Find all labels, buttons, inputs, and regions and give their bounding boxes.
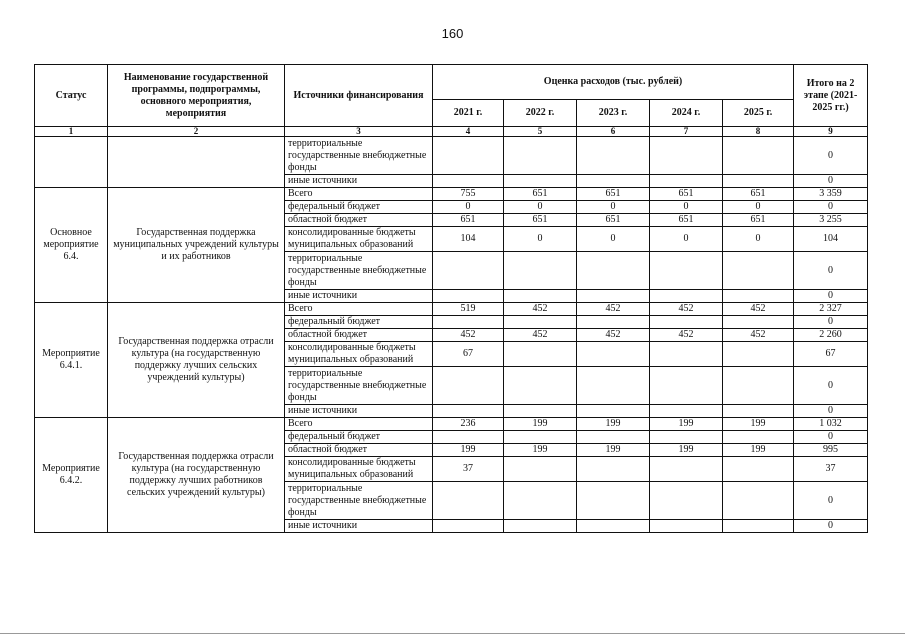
value-cell: 651 <box>577 214 650 227</box>
value-cell: 37 <box>433 457 504 482</box>
table-row <box>35 418 868 431</box>
header-year: 2023 г. <box>577 100 650 127</box>
value-cell: 452 <box>504 329 577 342</box>
value-cell <box>504 431 577 444</box>
status-cell <box>35 137 108 188</box>
value-cell <box>504 342 577 367</box>
total-cell: 0 <box>794 405 868 418</box>
value-cell <box>650 405 723 418</box>
value-cell: 199 <box>577 444 650 457</box>
value-cell: 199 <box>723 418 794 431</box>
value-cell <box>723 431 794 444</box>
table-body <box>35 137 868 533</box>
value-cell: 452 <box>723 303 794 316</box>
value-cell <box>433 405 504 418</box>
value-cell: 519 <box>433 303 504 316</box>
source-label: Всего <box>285 188 433 201</box>
source-label: территориальные государственные внебюджетные фонды <box>285 252 433 290</box>
value-cell <box>723 520 794 533</box>
source-label: федеральный бюджет <box>285 201 433 214</box>
value-cell <box>723 405 794 418</box>
table-row <box>35 137 868 175</box>
total-cell: 995 <box>794 444 868 457</box>
value-cell <box>577 367 650 405</box>
value-cell <box>433 316 504 329</box>
value-cell: 67 <box>433 342 504 367</box>
source-label: территориальные государственные внебюджетные фонды <box>285 482 433 520</box>
value-cell <box>433 520 504 533</box>
value-cell <box>433 290 504 303</box>
value-cell: 651 <box>723 214 794 227</box>
total-cell: 1 032 <box>794 418 868 431</box>
value-cell: 651 <box>577 188 650 201</box>
value-cell: 0 <box>650 227 723 252</box>
value-cell: 452 <box>433 329 504 342</box>
table-row <box>35 188 868 201</box>
bottom-rule <box>0 633 905 634</box>
value-cell <box>577 342 650 367</box>
value-cell: 452 <box>723 329 794 342</box>
value-cell: 0 <box>577 201 650 214</box>
total-cell: 3 255 <box>794 214 868 227</box>
source-label: областной бюджет <box>285 329 433 342</box>
value-cell <box>650 367 723 405</box>
source-label: консолидированные бюджеты муниципальных образований <box>285 457 433 482</box>
value-cell <box>433 252 504 290</box>
value-cell: 0 <box>433 201 504 214</box>
total-cell: 3 359 <box>794 188 868 201</box>
header-index: 3 <box>285 127 433 137</box>
value-cell <box>650 175 723 188</box>
header-index: 7 <box>650 127 723 137</box>
source-label: иные источники <box>285 405 433 418</box>
value-cell: 651 <box>650 188 723 201</box>
source-label: федеральный бюджет <box>285 431 433 444</box>
value-cell <box>723 482 794 520</box>
value-cell <box>723 137 794 175</box>
value-cell: 651 <box>504 214 577 227</box>
source-label: областной бюджет <box>285 214 433 227</box>
source-label: иные источники <box>285 520 433 533</box>
value-cell <box>650 342 723 367</box>
header-total: Итого на 2 этапе (2021-2025 гг.) <box>794 65 868 127</box>
value-cell <box>650 316 723 329</box>
value-cell <box>504 290 577 303</box>
value-cell <box>577 457 650 482</box>
value-cell <box>723 290 794 303</box>
value-cell <box>650 482 723 520</box>
value-cell <box>650 252 723 290</box>
value-cell <box>433 431 504 444</box>
value-cell <box>504 457 577 482</box>
value-cell <box>504 367 577 405</box>
total-cell: 0 <box>794 431 868 444</box>
total-cell: 0 <box>794 482 868 520</box>
value-cell <box>504 137 577 175</box>
value-cell <box>577 290 650 303</box>
value-cell: 755 <box>433 188 504 201</box>
value-cell: 0 <box>504 227 577 252</box>
value-cell: 199 <box>577 418 650 431</box>
header-status: Статус <box>35 65 108 127</box>
header-year: 2024 г. <box>650 100 723 127</box>
table-row <box>35 303 868 316</box>
source-label: областной бюджет <box>285 444 433 457</box>
name-cell: Государственная поддержка отрасли культура (на государственную поддержку лучших сельских учреждений культуры) <box>108 303 285 418</box>
value-cell <box>577 482 650 520</box>
value-cell: 199 <box>504 444 577 457</box>
header-index: 5 <box>504 127 577 137</box>
total-cell: 0 <box>794 316 868 329</box>
value-cell: 651 <box>504 188 577 201</box>
header-index: 2 <box>108 127 285 137</box>
value-cell <box>504 316 577 329</box>
value-cell <box>723 175 794 188</box>
header-index: 4 <box>433 127 504 137</box>
value-cell: 452 <box>650 329 723 342</box>
value-cell <box>504 482 577 520</box>
value-cell: 0 <box>723 227 794 252</box>
header-estimate: Оценка расходов (тыс. рублей) <box>433 65 794 100</box>
page-number: 160 <box>441 26 464 41</box>
value-cell <box>433 367 504 405</box>
total-cell: 37 <box>794 457 868 482</box>
source-label: иные источники <box>285 290 433 303</box>
total-cell: 0 <box>794 520 868 533</box>
header-year: 2021 г. <box>433 100 504 127</box>
value-cell: 452 <box>504 303 577 316</box>
source-label: иные источники <box>285 175 433 188</box>
total-cell: 104 <box>794 227 868 252</box>
value-cell: 0 <box>650 201 723 214</box>
value-cell <box>577 431 650 444</box>
source-label: Всего <box>285 418 433 431</box>
source-label: консолидированные бюджеты муниципальных образований <box>285 227 433 252</box>
source-label: консолидированные бюджеты муниципальных образований <box>285 342 433 367</box>
value-cell <box>433 137 504 175</box>
value-cell <box>723 316 794 329</box>
value-cell <box>433 482 504 520</box>
status-cell: Мероприятие 6.4.1. <box>35 303 108 418</box>
status-cell: Основное мероприятие 6.4. <box>35 188 108 303</box>
value-cell: 452 <box>577 303 650 316</box>
value-cell: 199 <box>723 444 794 457</box>
header-index: 9 <box>794 127 868 137</box>
value-cell <box>504 252 577 290</box>
name-cell: Государственная поддержка муниципальных учреждений культуры и их работников <box>108 188 285 303</box>
total-cell: 67 <box>794 342 868 367</box>
value-cell <box>504 175 577 188</box>
total-cell: 2 260 <box>794 329 868 342</box>
value-cell <box>504 520 577 533</box>
total-cell: 0 <box>794 252 868 290</box>
value-cell <box>650 290 723 303</box>
value-cell <box>577 405 650 418</box>
value-cell <box>723 367 794 405</box>
total-cell: 2 327 <box>794 303 868 316</box>
source-label: Всего <box>285 303 433 316</box>
value-cell <box>577 175 650 188</box>
value-cell <box>723 252 794 290</box>
value-cell: 199 <box>650 444 723 457</box>
value-cell: 104 <box>433 227 504 252</box>
source-label: федеральный бюджет <box>285 316 433 329</box>
total-cell: 0 <box>794 175 868 188</box>
total-cell: 0 <box>794 137 868 175</box>
value-cell <box>577 520 650 533</box>
value-cell: 0 <box>577 227 650 252</box>
value-cell: 0 <box>504 201 577 214</box>
value-cell <box>650 520 723 533</box>
value-cell: 651 <box>650 214 723 227</box>
value-cell <box>504 405 577 418</box>
header-name: Наименование государственной программы, подпрограммы, основного мероприятия, мероприятия <box>108 65 285 127</box>
value-cell: 199 <box>504 418 577 431</box>
value-cell <box>577 137 650 175</box>
value-cell: 452 <box>650 303 723 316</box>
header-sources: Источники финансирования <box>285 65 433 127</box>
value-cell: 199 <box>433 444 504 457</box>
header-index: 8 <box>723 127 794 137</box>
status-cell: Мероприятие 6.4.2. <box>35 418 108 533</box>
value-cell: 651 <box>433 214 504 227</box>
total-cell: 0 <box>794 367 868 405</box>
header-year: 2025 г. <box>723 100 794 127</box>
header-index: 6 <box>577 127 650 137</box>
value-cell <box>577 252 650 290</box>
header-year: 2022 г. <box>504 100 577 127</box>
value-cell: 0 <box>723 201 794 214</box>
source-label: территориальные государственные внебюджетные фонды <box>285 137 433 175</box>
value-cell: 236 <box>433 418 504 431</box>
value-cell <box>433 175 504 188</box>
value-cell <box>723 457 794 482</box>
value-cell <box>577 316 650 329</box>
source-label: территориальные государственные внебюджетные фонды <box>285 367 433 405</box>
value-cell <box>650 431 723 444</box>
value-cell: 651 <box>723 188 794 201</box>
header-index: 1 <box>35 127 108 137</box>
value-cell: 199 <box>650 418 723 431</box>
name-cell: Государственная поддержка отрасли культура (на государственную поддержку лучших работников сельских учреждений культуры) <box>108 418 285 533</box>
value-cell <box>723 342 794 367</box>
budget-table <box>34 64 868 533</box>
name-cell <box>108 137 285 188</box>
total-cell: 0 <box>794 290 868 303</box>
value-cell <box>650 457 723 482</box>
value-cell <box>650 137 723 175</box>
total-cell: 0 <box>794 201 868 214</box>
value-cell: 452 <box>577 329 650 342</box>
